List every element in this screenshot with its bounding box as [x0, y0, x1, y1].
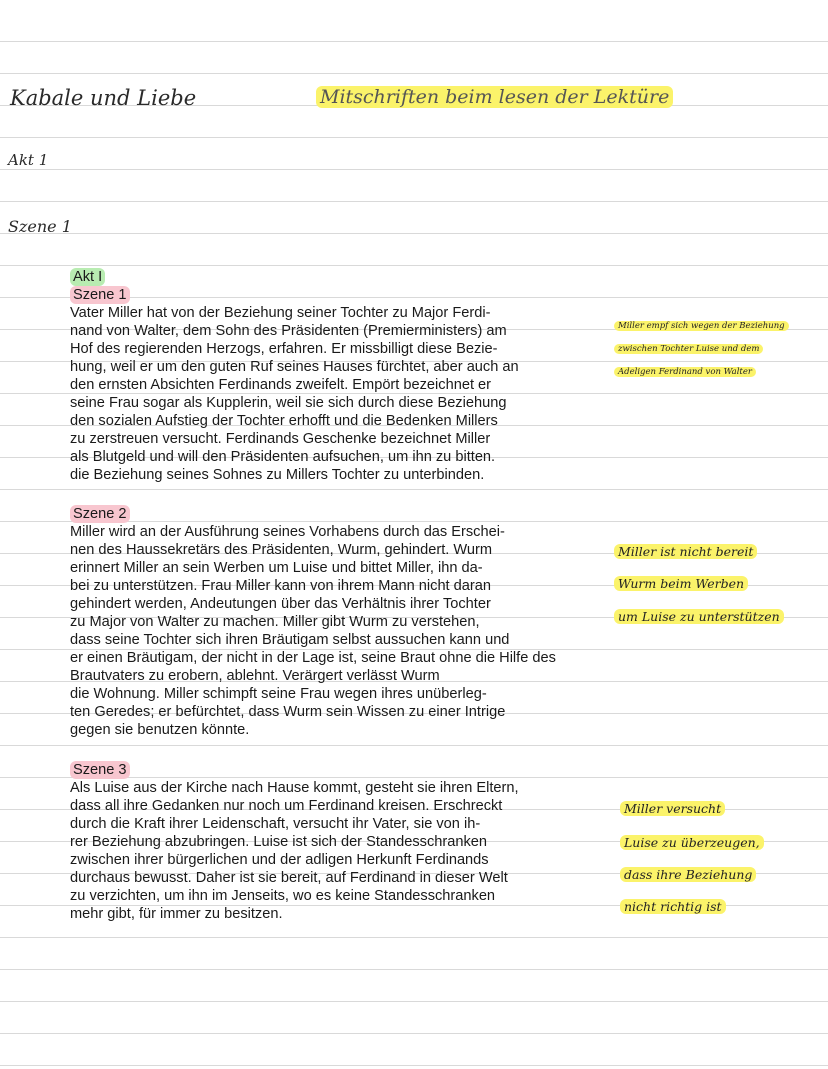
margin-note: Miller versucht: [620, 800, 725, 817]
text-line: als Blutgeld und will den Präsidenten aufsuchen, um ihn zu bitten.: [70, 449, 496, 465]
text-line: Als Luise aus der Kirche nach Hause kommt, gesteht sie ihren Eltern,: [70, 780, 519, 796]
text-line: zu Major von Walter zu machen. Miller gibt Wurm zu verstehen,: [70, 614, 480, 630]
szene3-block: [70, 761, 610, 923]
szene-label: Szene 1: [8, 217, 72, 236]
text-line: Hof des regierenden Herzogs, erfahren. Er missbilligt diese Bezie-: [70, 341, 498, 357]
text-line: zwischen ihrer bürgerlichen und der adligen Herkunft Ferdinands: [70, 852, 489, 868]
text-line: erinnert Miller an sein Werben um Luise und bittet Miller, ihn da-: [70, 560, 483, 576]
margin-note: um Luise zu unterstützen: [614, 608, 784, 625]
text-line: nand von Walter, dem Sohn des Präsidenten (Premierministers) am: [70, 323, 507, 339]
page-title: Kabale und Liebe: [10, 86, 197, 110]
margin-note: dass ihre Beziehung: [620, 866, 756, 883]
text-line: gehindert werden, Andeutungen über das Verhältnis ihrer Tochter: [70, 596, 491, 612]
szene3-text: [70, 779, 610, 923]
text-line: mehr gibt, für immer zu besitzen.: [70, 906, 283, 922]
text-line: zu zerstreuen versucht. Ferdinands Geschenke bezeichnet Miller: [70, 431, 491, 447]
subtitle-highlight: Mitschriften beim lesen der Lektüre: [316, 86, 673, 108]
text-line: Vater Miller hat von der Beziehung seiner Tochter zu Major Ferdi-: [70, 305, 491, 321]
text-line: durchaus bewusst. Daher ist sie bereit, auf Ferdinand in dieser Welt: [70, 870, 508, 886]
text-line: die Wohnung. Miller schimpft seine Frau wegen ihres unüberleg-: [70, 686, 487, 702]
text-line: Brautvaters zu erobern, ablehnt. Verärgert verlässt Wurm: [70, 668, 440, 684]
margin-note: Miller ist nicht bereit: [614, 543, 757, 560]
text-line: durch die Kraft ihrer Leidenschaft, versucht ihr Vater, sie von ih-: [70, 816, 481, 832]
text-line: bei zu unterstützen. Frau Miller kann von ihrem Mann nicht daran: [70, 578, 491, 594]
szene3-heading: Szene 3: [70, 761, 130, 779]
text-line: gegen sie benutzen könnte.: [70, 722, 250, 738]
szene2-block: [70, 505, 610, 739]
margin-note: nicht richtig ist: [620, 898, 726, 915]
szene1-text: [70, 304, 610, 484]
text-line: den ernsten Absichten Ferdinands zweifelt. Empört bezeichnet er: [70, 377, 492, 393]
margin-note: zwischen Tochter Luise und dem: [614, 343, 763, 356]
akt-label: Akt 1: [8, 151, 49, 169]
text-line: hung, weil er um den guten Ruf seines Hauses fürchtet, aber auch an: [70, 359, 519, 375]
text-line: ten Geredes; er befürchtet, dass Wurm sein Wissen zu einer Intrige: [70, 704, 506, 720]
text-line: zu verzichten, um ihn im Jenseits, wo es keine Standesschranken: [70, 888, 496, 904]
akt-heading: Akt I: [70, 268, 105, 286]
text-line: Miller wird an der Ausführung seines Vorhabens durch das Erschei-: [70, 524, 505, 540]
text-line: rer Beziehung abzubringen. Luise ist sich der Standesschranken: [70, 834, 487, 850]
szene2-heading: Szene 2: [70, 505, 130, 523]
text-line: dass seine Tochter sich ihren Bräutigam selbst aussuchen kann und: [70, 632, 510, 648]
text-line: die Beziehung seines Sohnes zu Millers Tochter zu unterbinden.: [70, 467, 485, 483]
text-line: er einen Bräutigam, der nicht in der Lage ist, seine Braut ohne die Hilfe des: [70, 650, 556, 666]
margin-note: Adeligen Ferdinand von Walter: [614, 366, 756, 379]
margin-note: Luise zu überzeugen,: [620, 834, 764, 851]
text-line: seine Frau sogar als Kupplerin, weil sie sich durch diese Beziehung: [70, 395, 507, 411]
margin-note: Wurm beim Werben: [614, 575, 748, 592]
szene1-heading: Szene 1: [70, 286, 130, 304]
szene1-block: [70, 268, 610, 484]
page-subtitle: [316, 86, 673, 108]
text-line: nen des Haussekretärs des Präsidenten, Wurm, gehindert. Wurm: [70, 542, 493, 558]
text-line: den sozialen Aufstieg der Tochter erhofft und die Bedenken Millers: [70, 413, 498, 429]
text-line: dass all ihre Gedanken nur noch um Ferdinand kreisen. Erschreckt: [70, 798, 503, 814]
szene2-text: [70, 523, 610, 739]
margin-note: Miller empf sich wegen der Beziehung: [614, 320, 789, 333]
